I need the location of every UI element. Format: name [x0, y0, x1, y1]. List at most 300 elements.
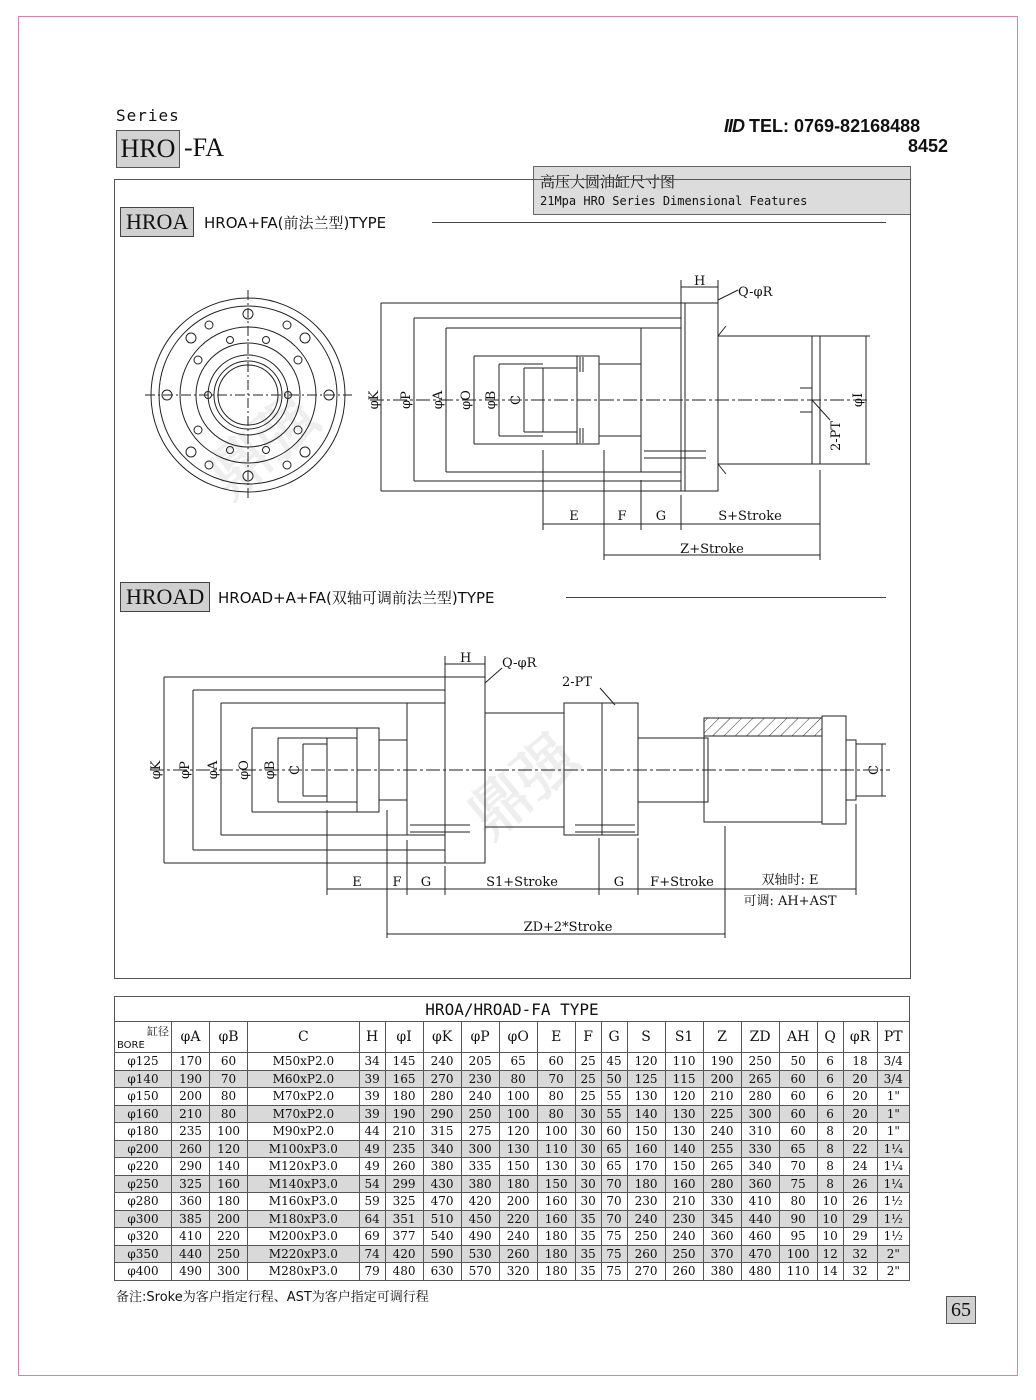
table-body: [115, 1053, 910, 1281]
page-number: 65: [946, 1296, 976, 1324]
table-cell: 79: [359, 1263, 385, 1281]
bore-header-en: BORE: [117, 1040, 145, 1051]
table-cell: M70xP2.0: [248, 1088, 360, 1106]
table-cell: M90xP2.0: [248, 1123, 360, 1141]
table-cell: 18: [843, 1053, 877, 1071]
dim-phi-b: φB: [484, 390, 499, 410]
column-header: PT: [877, 1022, 909, 1053]
table-cell: 200: [210, 1210, 248, 1228]
column-header: φR: [843, 1022, 877, 1053]
table-cell: 75: [601, 1228, 627, 1246]
table-cell: 335: [461, 1158, 499, 1176]
table-cell: 8: [817, 1158, 843, 1176]
table-cell: 25: [575, 1070, 601, 1088]
table-cell: 190: [385, 1105, 423, 1123]
table-cell: 240: [423, 1053, 461, 1071]
dim-phi-o: φO: [459, 390, 474, 410]
table-cell: 25: [575, 1088, 601, 1106]
table-cell: 380: [423, 1158, 461, 1176]
dim-phi-a: φA: [431, 390, 446, 410]
column-header: φA: [172, 1022, 210, 1053]
table-cell: 170: [172, 1053, 210, 1071]
section-hroa-label: HROA: [120, 207, 194, 237]
tel-line-1: TEL: 0769-82168488: [749, 116, 921, 136]
column-header: C: [248, 1022, 360, 1053]
table-cell: 150: [627, 1123, 665, 1141]
table-cell: 170: [627, 1158, 665, 1176]
table-cell: 315: [423, 1123, 461, 1141]
table-cell: 35: [575, 1263, 601, 1281]
table-cell: 430: [423, 1175, 461, 1193]
table-cell: 180: [627, 1175, 665, 1193]
model-suffix: -FA: [184, 133, 224, 162]
table-cell: 165: [385, 1070, 423, 1088]
table-cell: 570: [461, 1263, 499, 1281]
dim-z-stroke: Z+Stroke: [680, 542, 744, 557]
table-cell: 8: [817, 1140, 843, 1158]
table-cell: 160: [537, 1193, 575, 1211]
table-cell: 30: [575, 1105, 601, 1123]
section-hroa-type: HROA+FA(前法兰型)TYPE: [204, 214, 387, 232]
table-cell: 64: [359, 1210, 385, 1228]
dim2-zd-stroke: ZD+2*Stroke: [523, 920, 613, 935]
table-cell: 24: [843, 1158, 877, 1176]
dim2-g-rear: G: [613, 875, 625, 890]
table-cell: 95: [779, 1228, 817, 1246]
table-cell: 240: [627, 1210, 665, 1228]
table-cell: 200: [172, 1088, 210, 1106]
table-cell: 470: [423, 1193, 461, 1211]
table-cell: 75: [601, 1245, 627, 1263]
table-cell: 260: [499, 1245, 537, 1263]
dim-c: C: [509, 395, 524, 405]
table-cell: 110: [665, 1053, 703, 1071]
bore-header-cell: [115, 1022, 172, 1053]
table-cell: 70: [601, 1210, 627, 1228]
dim2-e: E: [352, 875, 362, 890]
table-row: [115, 1070, 910, 1088]
table-cell: 150: [499, 1158, 537, 1176]
table-cell: 340: [741, 1158, 779, 1176]
table-cell: M220xP3.0: [248, 1245, 360, 1263]
table-cell: 360: [703, 1228, 741, 1246]
tel-line-2: 8452: [908, 136, 949, 156]
table-cell: 65: [779, 1140, 817, 1158]
bore-cell: φ280: [115, 1193, 172, 1211]
table-cell: 20: [843, 1070, 877, 1088]
footnote: 备注:Sroke为客户指定行程、AST为客户指定可调行程: [116, 1290, 429, 1305]
table-cell: 630: [423, 1263, 461, 1281]
table-cell: 160: [665, 1175, 703, 1193]
table-cell: 590: [423, 1245, 461, 1263]
dim2-phi-b: φB: [263, 760, 278, 780]
drawing-title-cn: 高压大圆油缸尺寸图: [540, 173, 676, 191]
watermark-brand-2: 鼎强: [454, 721, 592, 853]
company-logo-mark: IID: [724, 116, 745, 136]
table-cell: 130: [499, 1140, 537, 1158]
table-cell: 20: [843, 1088, 877, 1106]
table-cell: 240: [703, 1123, 741, 1141]
table-cell: 270: [423, 1070, 461, 1088]
dim-phi-p: φP: [399, 391, 414, 409]
column-header: φI: [385, 1022, 423, 1053]
hroa-flange-front-view: [145, 290, 352, 500]
table-cell: 20: [843, 1123, 877, 1141]
table-cell: 180: [499, 1175, 537, 1193]
table-cell: 340: [423, 1140, 461, 1158]
table-cell: 22: [843, 1140, 877, 1158]
bore-cell: φ350: [115, 1245, 172, 1263]
table-cell: 60: [779, 1105, 817, 1123]
series-label: Series: [116, 106, 180, 125]
table-cell: 530: [461, 1245, 499, 1263]
column-header: Q: [817, 1022, 843, 1053]
table-cell: 300: [461, 1140, 499, 1158]
table-cell: 210: [172, 1105, 210, 1123]
table-cell: 32: [843, 1263, 877, 1281]
table-cell: 190: [172, 1070, 210, 1088]
table-cell: 145: [385, 1053, 423, 1071]
table-cell: 70: [601, 1193, 627, 1211]
table-cell: 385: [172, 1210, 210, 1228]
column-header: φK: [423, 1022, 461, 1053]
dim-h: H: [694, 274, 706, 289]
table-cell: 54: [359, 1175, 385, 1193]
watermark-brand-1: 鼎强: [194, 381, 332, 513]
table-cell: 60: [779, 1070, 817, 1088]
table-cell: 280: [741, 1088, 779, 1106]
dim2-phi-a: φA: [206, 760, 221, 780]
table-title: HROA/HROAD-FA TYPE: [115, 997, 910, 1022]
table-cell: 220: [210, 1228, 248, 1246]
table-cell: 3/4: [877, 1070, 909, 1088]
bore-cell: φ300: [115, 1210, 172, 1228]
table-cell: 280: [423, 1088, 461, 1106]
table-cell: 1¼: [877, 1175, 909, 1193]
table-cell: 240: [665, 1228, 703, 1246]
column-header: φB: [210, 1022, 248, 1053]
table-cell: 1": [877, 1105, 909, 1123]
table-cell: 49: [359, 1158, 385, 1176]
section-hroad-type: HROAD+A+FA(双轴可调前法兰型)TYPE: [218, 589, 495, 607]
table-cell: 351: [385, 1210, 423, 1228]
table-cell: 410: [741, 1193, 779, 1211]
table-cell: 6: [817, 1070, 843, 1088]
table-cell: 160: [537, 1210, 575, 1228]
dim2-c: C: [288, 765, 303, 775]
table-cell: 55: [601, 1088, 627, 1106]
table-cell: 44: [359, 1123, 385, 1141]
table-cell: 70: [779, 1158, 817, 1176]
dim2-g: G: [420, 875, 432, 890]
table-cell: 120: [627, 1053, 665, 1071]
table-cell: 39: [359, 1105, 385, 1123]
table-row: [115, 1053, 910, 1071]
table-row: [115, 1175, 910, 1193]
dim2-s1-stroke: S1+Stroke: [486, 875, 558, 890]
column-header: φO: [499, 1022, 537, 1053]
table-cell: 140: [665, 1140, 703, 1158]
table-cell: 32: [843, 1245, 877, 1263]
table-cell: M70xP2.0: [248, 1105, 360, 1123]
dim-g: G: [655, 509, 667, 524]
table-cell: 65: [601, 1140, 627, 1158]
column-header: S1: [665, 1022, 703, 1053]
table-cell: M50xP2.0: [248, 1053, 360, 1071]
table-cell: 210: [703, 1088, 741, 1106]
table-cell: 1¼: [877, 1158, 909, 1176]
bore-cell: φ250: [115, 1175, 172, 1193]
table-cell: 450: [461, 1210, 499, 1228]
dim2-f-stroke: F+Stroke: [650, 875, 714, 890]
table-cell: 130: [627, 1088, 665, 1106]
table-row: [115, 1123, 910, 1141]
table-cell: 250: [665, 1245, 703, 1263]
table-cell: 80: [499, 1070, 537, 1088]
table-cell: 65: [499, 1053, 537, 1071]
bore-cell: φ140: [115, 1070, 172, 1088]
dim2-2-pt: 2-PT: [562, 675, 593, 690]
table-cell: 12: [817, 1245, 843, 1263]
table-cell: 150: [665, 1158, 703, 1176]
table-cell: 130: [665, 1105, 703, 1123]
table-cell: 60: [601, 1123, 627, 1141]
table-cell: 325: [385, 1193, 423, 1211]
table-cell: 100: [537, 1123, 575, 1141]
table-cell: 250: [461, 1105, 499, 1123]
table-cell: 49: [359, 1140, 385, 1158]
table-cell: 260: [665, 1263, 703, 1281]
table-cell: 1½: [877, 1193, 909, 1211]
table-cell: 265: [741, 1070, 779, 1088]
column-header: S: [627, 1022, 665, 1053]
table-cell: 100: [499, 1105, 537, 1123]
bore-cell: φ220: [115, 1158, 172, 1176]
bore-cell: φ180: [115, 1123, 172, 1141]
table-cell: 10: [817, 1210, 843, 1228]
table-cell: 69: [359, 1228, 385, 1246]
table-cell: 325: [172, 1175, 210, 1193]
table-cell: 100: [210, 1123, 248, 1141]
table-cell: 200: [703, 1070, 741, 1088]
table-row: [115, 1088, 910, 1106]
table-cell: 39: [359, 1070, 385, 1088]
table-cell: 330: [703, 1193, 741, 1211]
table-cell: 540: [423, 1228, 461, 1246]
table-cell: 6: [817, 1088, 843, 1106]
column-header: H: [359, 1022, 385, 1053]
table-cell: 60: [210, 1053, 248, 1071]
dim-e: E: [569, 509, 579, 524]
table-cell: 100: [499, 1088, 537, 1106]
table-cell: 125: [627, 1070, 665, 1088]
table-row: [115, 1158, 910, 1176]
table-cell: 35: [575, 1228, 601, 1246]
table-cell: 29: [843, 1210, 877, 1228]
table-cell: 380: [461, 1175, 499, 1193]
table-cell: 120: [499, 1123, 537, 1141]
column-header: F: [575, 1022, 601, 1053]
dimension-table: [114, 996, 910, 1281]
table-cell: 50: [601, 1070, 627, 1088]
column-header: ZD: [741, 1022, 779, 1053]
table-cell: 255: [703, 1140, 741, 1158]
table-cell: 260: [627, 1245, 665, 1263]
dim2-phi-k: φK: [149, 760, 164, 780]
bore-cell: φ400: [115, 1263, 172, 1281]
table-cell: 420: [461, 1193, 499, 1211]
column-header: G: [601, 1022, 627, 1053]
table-cell: 30: [575, 1193, 601, 1211]
column-header: E: [537, 1022, 575, 1053]
dimension-table-wrap: [114, 996, 910, 1281]
bore-cell: φ125: [115, 1053, 172, 1071]
dim2-f: F: [392, 875, 402, 890]
table-cell: 210: [385, 1123, 423, 1141]
column-header: Z: [703, 1022, 741, 1053]
table-cell: M180xP3.0: [248, 1210, 360, 1228]
table-cell: 26: [843, 1175, 877, 1193]
table-cell: M160xP3.0: [248, 1193, 360, 1211]
table-cell: 300: [210, 1263, 248, 1281]
table-cell: 420: [385, 1245, 423, 1263]
table-cell: 380: [703, 1263, 741, 1281]
table-cell: 35: [575, 1245, 601, 1263]
table-cell: 6: [817, 1105, 843, 1123]
table-cell: 39: [359, 1088, 385, 1106]
table-cell: 30: [575, 1158, 601, 1176]
table-cell: 180: [537, 1228, 575, 1246]
table-row: [115, 1228, 910, 1246]
table-cell: 8: [817, 1123, 843, 1141]
table-cell: 320: [499, 1263, 537, 1281]
table-cell: 140: [210, 1158, 248, 1176]
table-cell: 235: [385, 1140, 423, 1158]
table-cell: 180: [537, 1245, 575, 1263]
dim-phi-i: φI: [851, 392, 866, 408]
table-cell: 377: [385, 1228, 423, 1246]
table-cell: 80: [537, 1105, 575, 1123]
dim2-double-rod: 双轴时: E: [761, 873, 819, 888]
table-cell: 490: [172, 1263, 210, 1281]
table-cell: 300: [741, 1105, 779, 1123]
table-cell: 210: [665, 1193, 703, 1211]
table-cell: 510: [423, 1210, 461, 1228]
bore-header-cn: 缸径: [147, 1025, 169, 1038]
table-cell: M280xP3.0: [248, 1263, 360, 1281]
table-cell: 30: [575, 1175, 601, 1193]
table-cell: 10: [817, 1228, 843, 1246]
table-cell: 70: [210, 1070, 248, 1088]
table-cell: 75: [601, 1263, 627, 1281]
table-cell: 74: [359, 1245, 385, 1263]
table-cell: 299: [385, 1175, 423, 1193]
table-cell: 80: [537, 1088, 575, 1106]
table-cell: M140xP3.0: [248, 1175, 360, 1193]
table-cell: 30: [575, 1140, 601, 1158]
column-header: AH: [779, 1022, 817, 1053]
dim2-phi-p: φP: [178, 761, 193, 779]
table-row: [115, 1210, 910, 1228]
table-cell: 34: [359, 1053, 385, 1071]
table-cell: 240: [461, 1088, 499, 1106]
bore-cell: φ200: [115, 1140, 172, 1158]
table-cell: 6: [817, 1053, 843, 1071]
dim2-phi-o: φO: [237, 760, 252, 780]
table-cell: 1": [877, 1123, 909, 1141]
table-cell: 250: [210, 1245, 248, 1263]
table-cell: 80: [210, 1105, 248, 1123]
table-cell: 50: [779, 1053, 817, 1071]
table-cell: 410: [172, 1228, 210, 1246]
table-cell: 29: [843, 1228, 877, 1246]
table-cell: 200: [499, 1193, 537, 1211]
table-cell: 235: [172, 1123, 210, 1141]
table-row: [115, 1105, 910, 1123]
table-cell: 55: [601, 1105, 627, 1123]
table-cell: 25: [575, 1053, 601, 1071]
table-cell: 10: [817, 1193, 843, 1211]
table-cell: 280: [703, 1175, 741, 1193]
table-cell: 260: [385, 1158, 423, 1176]
table-row: [115, 1140, 910, 1158]
dim-q-r: Q-φR: [738, 285, 773, 300]
table-cell: 14: [817, 1263, 843, 1281]
table-cell: 360: [741, 1175, 779, 1193]
dim2-h: H: [460, 651, 472, 666]
table-cell: 70: [601, 1175, 627, 1193]
table-cell: 120: [210, 1140, 248, 1158]
table-cell: 460: [741, 1228, 779, 1246]
table-cell: 225: [703, 1105, 741, 1123]
dim-f: F: [617, 509, 627, 524]
table-cell: 310: [741, 1123, 779, 1141]
column-header: φP: [461, 1022, 499, 1053]
dim2-c-rear: C: [867, 765, 882, 775]
table-cell: 60: [779, 1088, 817, 1106]
table-cell: 26: [843, 1193, 877, 1211]
table-cell: 345: [703, 1210, 741, 1228]
table-cell: 75: [779, 1175, 817, 1193]
table-cell: 270: [627, 1263, 665, 1281]
table-cell: 480: [741, 1263, 779, 1281]
bore-cell: φ160: [115, 1105, 172, 1123]
bore-cell: φ320: [115, 1228, 172, 1246]
table-cell: 290: [172, 1158, 210, 1176]
table-cell: 250: [627, 1228, 665, 1246]
table-cell: 130: [665, 1123, 703, 1141]
table-cell: 265: [703, 1158, 741, 1176]
table-header-row: [115, 1022, 910, 1053]
table-cell: 80: [210, 1088, 248, 1106]
table-cell: 65: [601, 1158, 627, 1176]
table-cell: 110: [779, 1263, 817, 1281]
table-cell: 70: [537, 1070, 575, 1088]
table-cell: 190: [703, 1053, 741, 1071]
table-row: [115, 1245, 910, 1263]
table-cell: 180: [210, 1193, 248, 1211]
dim-phi-k: φK: [367, 390, 382, 410]
dim-s-stroke: S+Stroke: [718, 509, 782, 524]
table-cell: 150: [537, 1175, 575, 1193]
table-cell: 160: [627, 1140, 665, 1158]
table-cell: 1½: [877, 1228, 909, 1246]
table-cell: 115: [665, 1070, 703, 1088]
table-cell: 230: [665, 1210, 703, 1228]
table-cell: 480: [385, 1263, 423, 1281]
table-cell: 100: [779, 1245, 817, 1263]
model-badge: HRO: [116, 130, 180, 168]
